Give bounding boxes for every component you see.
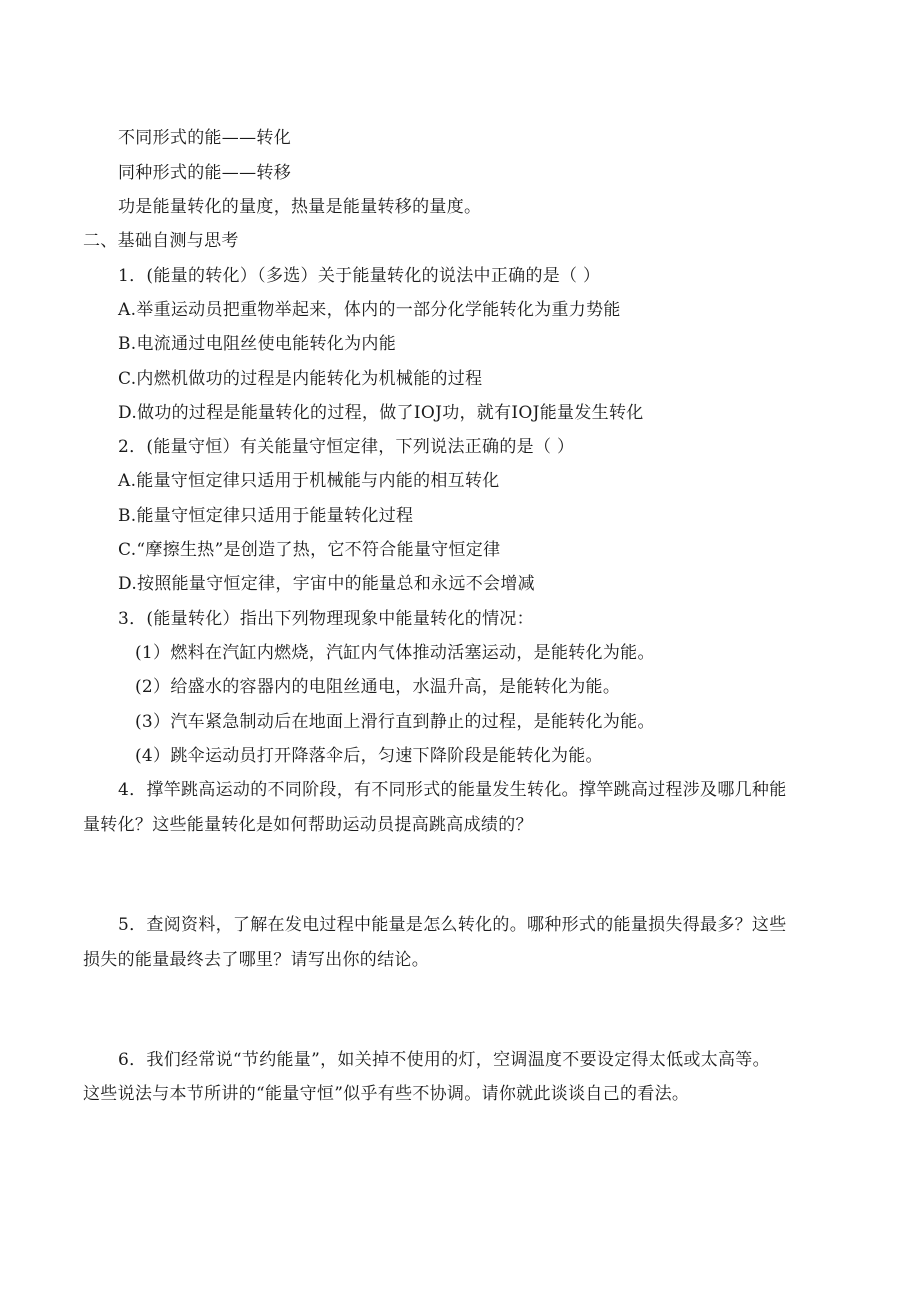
question-5-line-1: 5．查阅资料，了解在发电过程中能量是怎么转化的。哪种形式的能量损失得最多？这些 [118, 915, 787, 935]
question-6-line-1: 6．我们经常说“节约能量”，如关掉不使用的灯，空调温度不要设定得太低或太高等。 [118, 1050, 770, 1070]
question-3-item-1: (1）燃料在汽缸内燃烧，汽缸内气体推动活塞运动，是能转化为能。 [135, 643, 655, 663]
question-4-line-2: 量转化？这些能量转化是如何帮助运动员提高跳高成绩的？ [83, 815, 533, 835]
question-1-stem: 1．(能量的转化）（多选）关于能量转化的说法中正确的是（ ） [118, 266, 601, 286]
question-2-option-d: D.按照能量守恒定律，宇宙中的能量总和永远不会增减 [118, 574, 535, 594]
intro-line-conversion: 不同形式的能——转化 [118, 128, 291, 148]
question-2-option-c: C.“摩擦生热”是创造了热，它不符合能量守恒定律 [118, 540, 501, 560]
section-heading: 二、基础自测与思考 [83, 231, 239, 251]
question-2-option-a: A.能量守恒定律只适用于机械能与内能的相互转化 [118, 471, 500, 491]
question-1-option-c: C.内燃机做功的过程是内能转化为机械能的过程 [118, 369, 483, 389]
question-1-option-d: D.做功的过程是能量转化的过程，做了IOJ功，就有IOJ能量发生转化 [118, 403, 644, 423]
question-3-item-3: (3）汽车紧急制动后在地面上滑行直到静止的过程，是能转化为能。 [135, 712, 655, 732]
question-5-line-2: 损失的能量最终去了哪里？请写出你的结论。 [83, 950, 429, 970]
question-6-line-2: 这些说法与本节所讲的“能量守恒”似乎有些不协调。请你就此谈谈自己的看法。 [83, 1084, 690, 1104]
question-1-option-a: A.举重运动员把重物举起来，体内的一部分化学能转化为重力势能 [118, 300, 621, 320]
question-3-item-4: (4）跳伞运动员打开降落伞后，匀速下降阶段是能转化为能。 [135, 746, 603, 766]
question-2-stem: 2．(能量守恒）有关能量守恒定律，下列说法正确的是（ ） [118, 437, 575, 457]
intro-line-transfer: 同种形式的能——转移 [118, 163, 291, 183]
question-3-stem: 3．(能量转化）指出下列物理现象中能量转化的情况： [118, 609, 534, 629]
question-4-line-1: 4．撑竿跳高运动的不同阶段，有不同形式的能量发生转化。撑竿跳高过程涉及哪几种能 [118, 780, 787, 800]
intro-line-measure: 功是能量转化的量度，热量是能量转移的量度。 [118, 197, 482, 217]
question-2-option-b: B.能量守恒定律只适用于能量转化过程 [118, 506, 414, 526]
question-1-option-b: B.电流通过电阻丝使电能转化为内能 [118, 334, 396, 354]
question-3-item-2: (2）给盛水的容器内的电阻丝通电，水温升高，是能转化为能。 [135, 677, 621, 697]
